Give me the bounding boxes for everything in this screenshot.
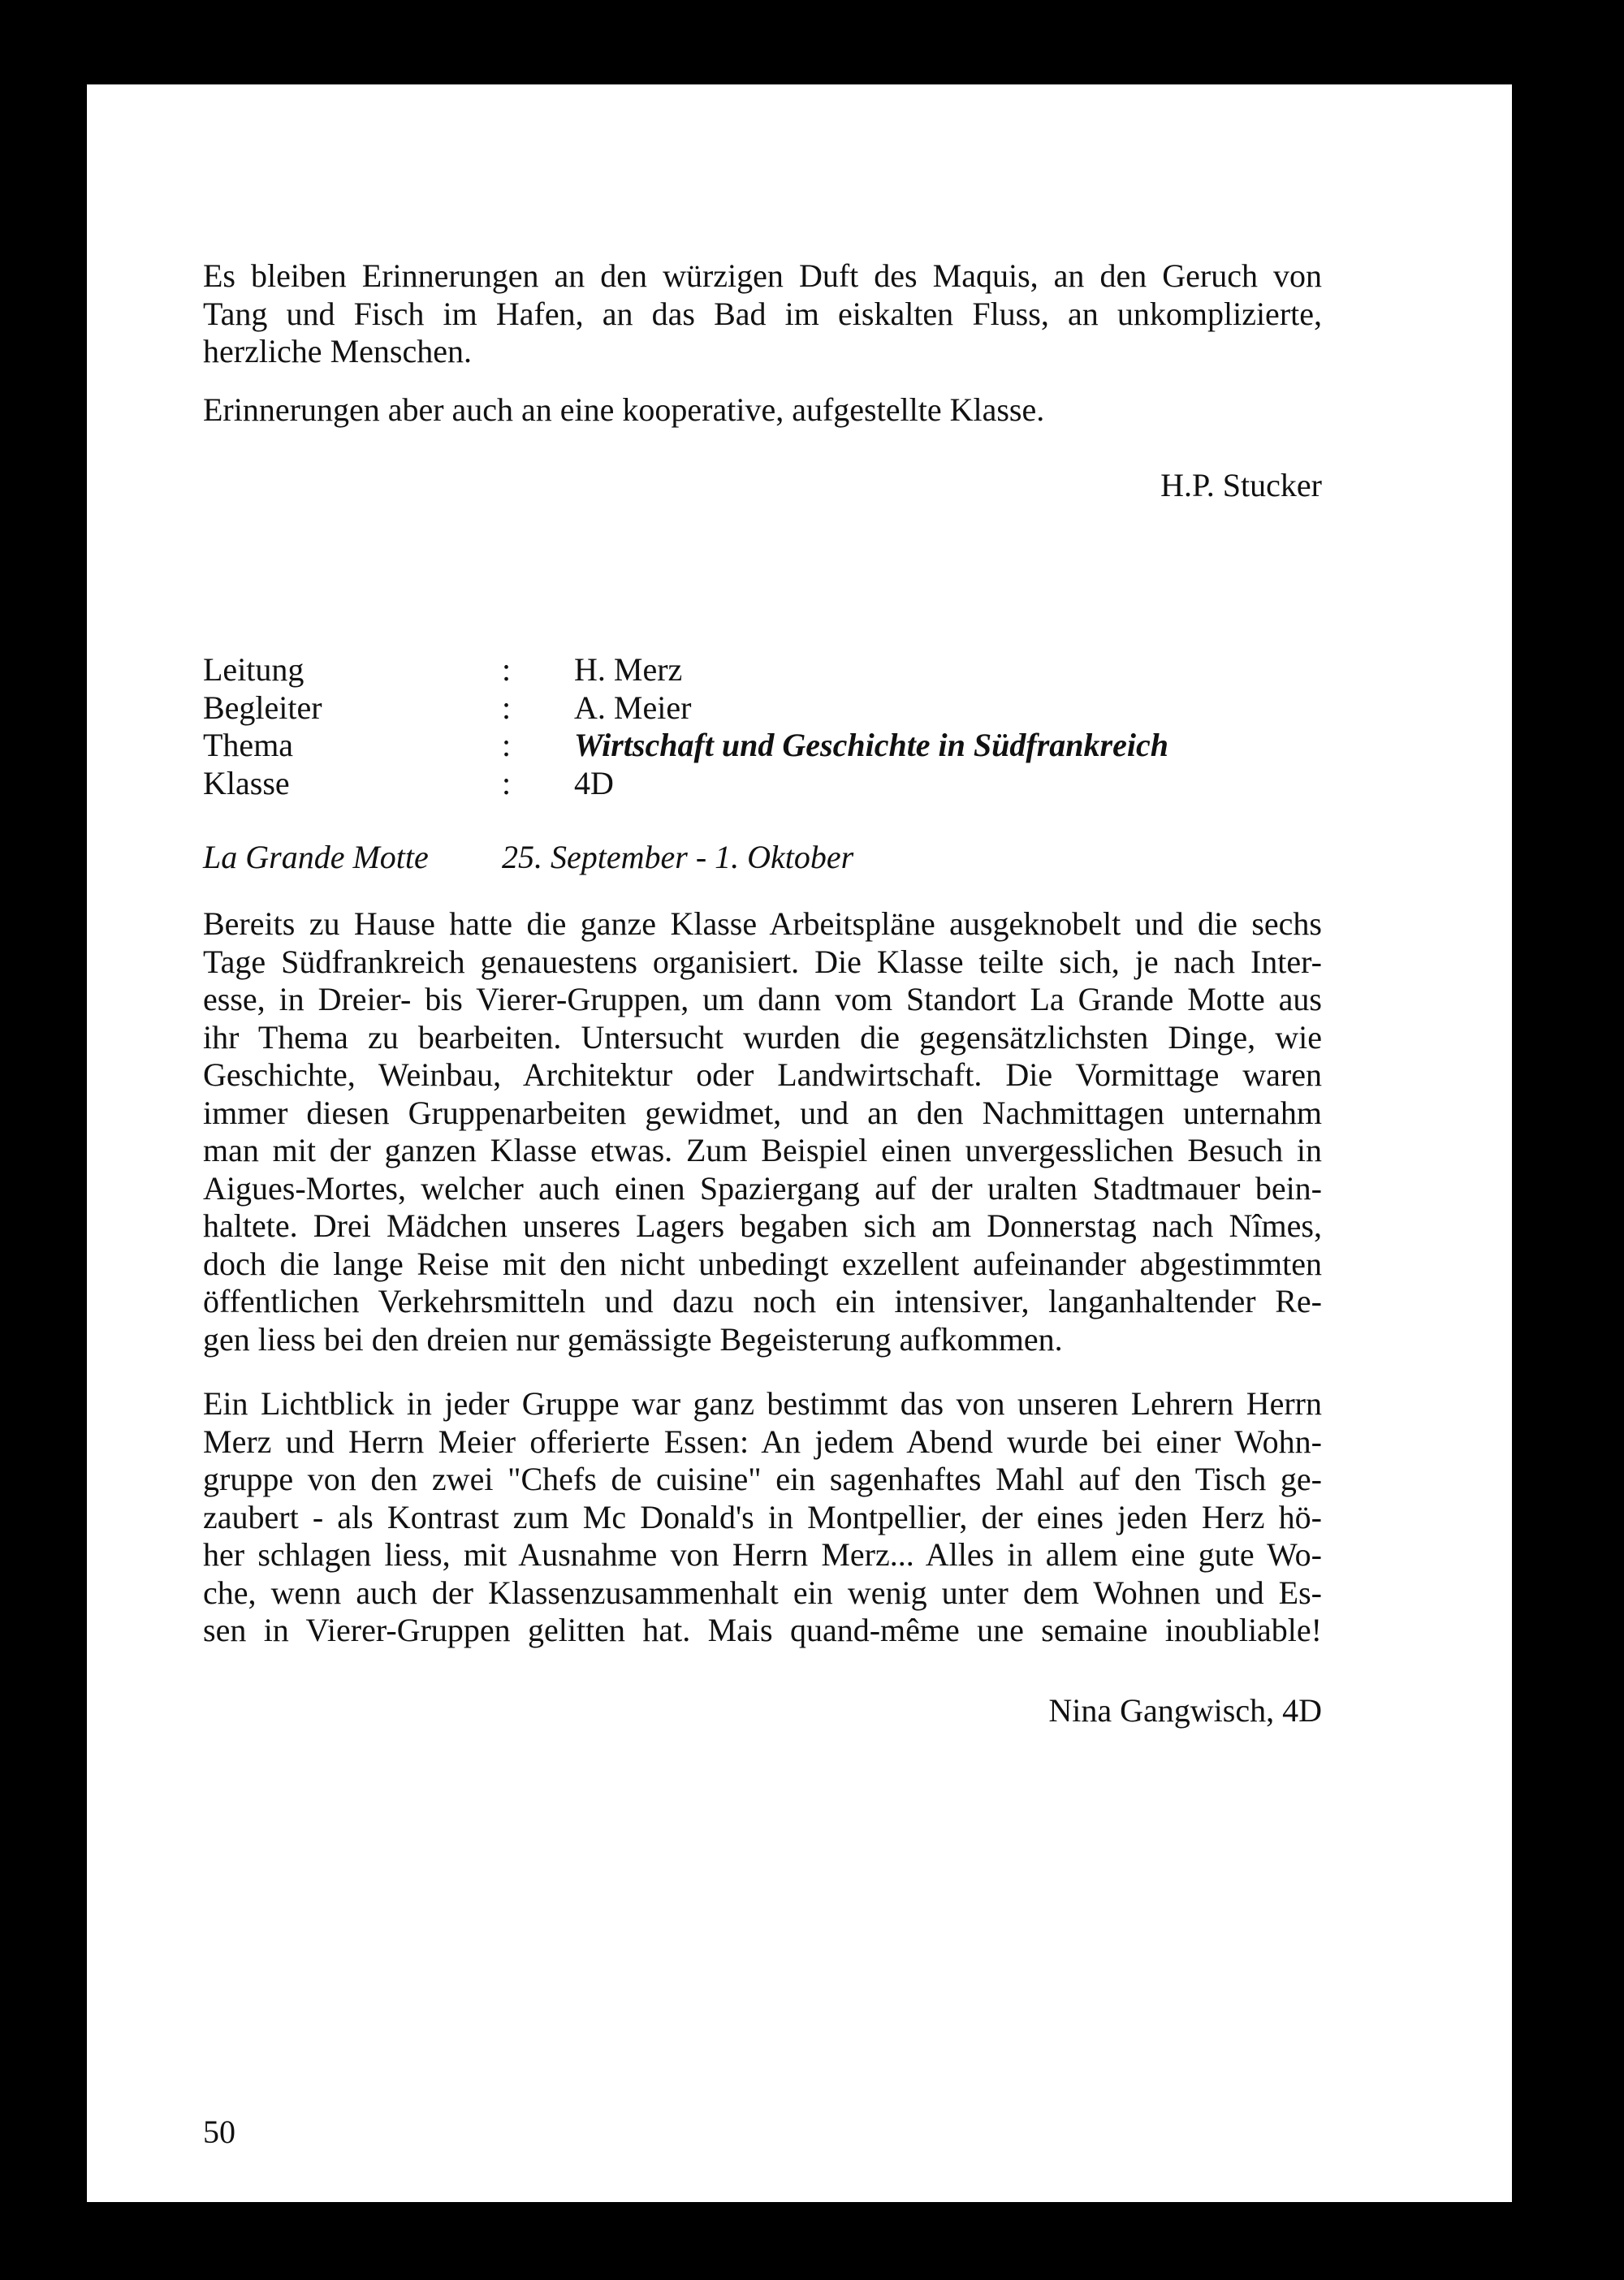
text-line: Ein Lichtblick in jeder Gruppe war ganz bestimmt das von unseren Lehrern Herrn xyxy=(203,1385,1322,1422)
text-line: ihr Thema zu bearbeiten. Untersucht wurden die gegensätzlichsten Dinge, wie xyxy=(203,1018,1322,1056)
text-line: Merz und Herrn Meier offerierte Essen: An jedem Abend wurde bei einer Wohn- xyxy=(203,1423,1322,1460)
info-value: A. Meier xyxy=(574,689,692,726)
intro-paragraph-2: Erinnerungen aber auch an eine kooperative, aufgestellte Klasse. xyxy=(203,391,1045,428)
info-label: Thema xyxy=(203,727,294,763)
text-line: sen in Vierer-Gruppen gelitten hat. Mais quand-même une semaine inoubliable! xyxy=(203,1612,1322,1648)
info-row-begleiter xyxy=(203,689,1322,728)
info-value: 4D xyxy=(574,764,614,801)
text-line: Bereits zu Hause hatte die ganze Klasse Arbeitspläne ausgeknobelt und die sechs xyxy=(203,905,1322,942)
text-line: gen liess bei den dreien nur gemässigte Begeisterung aufkommen. xyxy=(203,1320,1063,1358)
info-row-leitung xyxy=(203,651,1322,689)
report-paragraph-2 xyxy=(203,1385,1322,1650)
info-separator: : xyxy=(502,689,512,726)
intro-author: H.P. Stucker xyxy=(1160,467,1322,503)
info-row-klasse xyxy=(203,765,1322,803)
page-number: 50 xyxy=(203,2114,235,2150)
info-table xyxy=(203,651,1322,802)
text-line: haltete. Drei Mädchen unseres Lagers begaben sich am Donnerstag nach Nîmes, xyxy=(203,1207,1322,1244)
info-separator: : xyxy=(502,727,512,763)
text-line: Tang und Fisch im Hafen, an das Bad im eiskalten Fluss, an unkomplizierte, xyxy=(203,295,1322,332)
info-separator: : xyxy=(502,764,512,801)
report-paragraph-1 xyxy=(203,905,1322,1358)
info-label: Leitung xyxy=(203,651,304,688)
text-line: esse, in Dreier- bis Vierer-Gruppen, um dann vom Standort La Grande Motte aus xyxy=(203,981,1322,1017)
text-line: Tage Südfrankreich genauestens organisiert. Die Klasse teilte sich, je nach Inter- xyxy=(203,943,1322,980)
text-line: her schlagen liess, mit Ausnahme von Herrn Merz... Alles in allem eine gute Wo- xyxy=(203,1536,1322,1573)
text-line: doch die lange Reise mit den nicht unbedingt exzellent aufeinander abgestimmten xyxy=(203,1245,1322,1282)
text-line: Aigues-Mortes, welcher auch einen Spaziergang auf der uralten Stadtmauer bein- xyxy=(203,1169,1322,1207)
text-line: herzliche Menschen. xyxy=(203,333,472,369)
text-line: Geschichte, Weinbau, Architektur oder Landwirtschaft. Die Vormittage waren xyxy=(203,1056,1322,1093)
info-label: Begleiter xyxy=(203,689,322,726)
text-line: gruppe von den zwei "Chefs de cuisine" ein sagenhaftes Mahl auf den Tisch ge- xyxy=(203,1461,1322,1497)
info-value: Wirtschaft und Geschichte in Südfrankreich xyxy=(574,727,1168,763)
intro-paragraph-1 xyxy=(203,257,1322,371)
info-separator: : xyxy=(502,651,512,688)
location: La Grande Motte xyxy=(203,839,429,875)
location-date-line xyxy=(203,839,1322,877)
text-line: che, wenn auch der Klassenzusammenhalt ein wenig unter dem Wohnen und Es- xyxy=(203,1574,1322,1611)
text-line: immer diesen Gruppenarbeiten gewidmet, und an den Nachmittagen unternahm xyxy=(203,1094,1322,1131)
text-line: Es bleiben Erinnerungen an den würzigen Duft des Maquis, an den Geruch von xyxy=(203,257,1322,294)
text-line: öffentlichen Verkehrsmitteln und dazu noch ein intensiver, langanhaltender Re- xyxy=(203,1283,1322,1319)
report-author: Nina Gangwisch, 4D xyxy=(1048,1692,1322,1729)
text-line: zaubert - als Kontrast zum Mc Donald's in Montpellier, der eines jeden Herz hö- xyxy=(203,1498,1322,1535)
dates: 25. September - 1. Oktober xyxy=(502,839,854,875)
info-value: H. Merz xyxy=(574,651,683,688)
info-row-thema xyxy=(203,727,1322,765)
info-label: Klasse xyxy=(203,764,290,801)
text-line: man mit der ganzen Klasse etwas. Zum Beispiel einen unvergesslichen Besuch in xyxy=(203,1132,1322,1168)
